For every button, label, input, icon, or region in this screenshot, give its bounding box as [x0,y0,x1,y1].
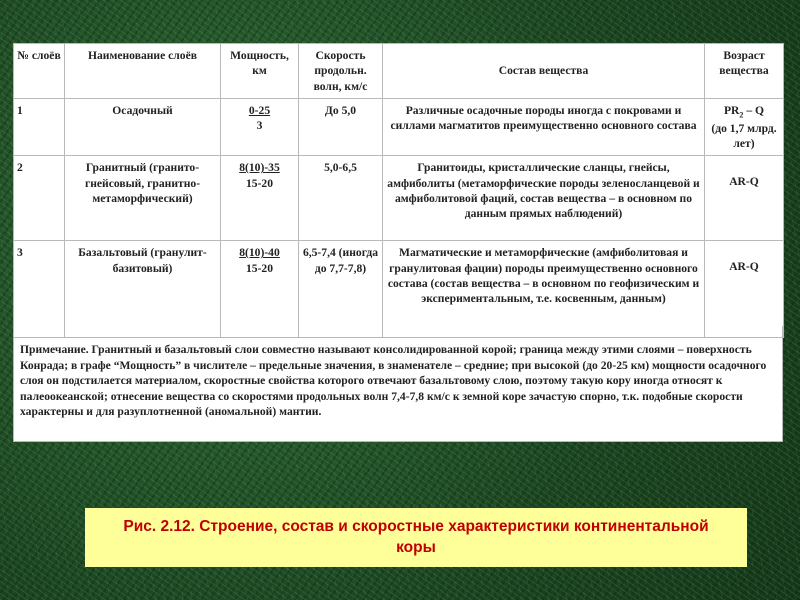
layer-velocity: 5,0-6,5 [299,156,383,241]
header-age: Возраст вещества [705,44,784,99]
layer-age: AR-Q [705,241,784,338]
layer-age: AR-Q [705,156,784,241]
table-row [14,241,784,338]
document-sheet [13,43,783,442]
layer-name: Гранитный (гранито-гнейсовый, гранитно-метаморфический) [65,156,221,241]
layer-number: 1 [14,98,65,155]
layer-velocity: 6,5-7,4 (иногда до 7,7-7,8) [299,241,383,338]
table-note: Примечание. Гранитный и базальтовый слои совместно называют консолидированной корой; граница между этими слоями – поверхность Конрада; в графе “Мощность” в числителе – предельные значения, в знаменателе – средние; при высокой (до 20-25 км) мощности осадочного слоя он подстилается материалом, скоростные свойства которого отвечают базальтовому слою, поэтому такую кору иногда относят к палеоокеанской; отнесение вещества со скоростями продольных волн 7,4-7,8 км/с к земной коре зачастую спорно, т.к. подобные скорости характерны и для разуплотненной (аномальной) мантии. [13,326,783,442]
layer-age [705,98,784,155]
thickness-average: 15-20 [245,176,274,190]
thickness-max: 8(10)-35 [239,161,280,175]
age-duration: (до 1,7 млрд. лет) [711,121,777,151]
age-range: $PR_2$ – Q [723,103,765,120]
layer-name: Осадочный [65,98,221,155]
layer-composition: Магматические и метаморфические (амфиболитовая и гранулитовая фации) породы преимущественно основного состава (состав вещества – в основном по геофизическим и экспериментальным, т.е. косвенным, данным) [383,241,705,338]
header-thickness: Мощность, км [221,44,299,99]
layer-name: Базальтовый (гранулит-базитовый) [65,241,221,338]
crust-layers-table [13,43,784,338]
thickness-max: 8(10)-40 [239,246,280,260]
layer-composition: Различные осадочные породы иногда с покровами и силлами магматитов преимущественно основного состава [383,98,705,155]
figure-caption: Рис. 2.12. Строение, состав и скоростные характеристики континентальной коры [85,508,747,567]
layer-velocity: До 5,0 [299,98,383,155]
header-velocity: Скорость продольн. волн, км/с [299,44,383,99]
header-composition: Состав вещества [383,44,705,99]
table-row [14,98,784,155]
thickness-average: 3 [256,119,263,133]
table-header-row [14,44,784,99]
header-layer-number: № слоёв [14,44,65,99]
layer-number: 2 [14,156,65,241]
layer-thickness [221,98,299,155]
layer-thickness [221,241,299,338]
header-layer-name: Наименование слоёв [65,44,221,99]
thickness-average: 15-20 [245,261,274,275]
layer-composition: Гранитоиды, кристаллические сланцы, гнейсы, амфиболиты (метаморфические породы зеленосланцевой и амфиболитовой фаций, состав вещества – в основном по данным прямых наблюдений) [383,156,705,241]
layer-thickness [221,156,299,241]
layer-number: 3 [14,241,65,338]
thickness-max: 0-25 [248,103,271,117]
table-row [14,156,784,241]
